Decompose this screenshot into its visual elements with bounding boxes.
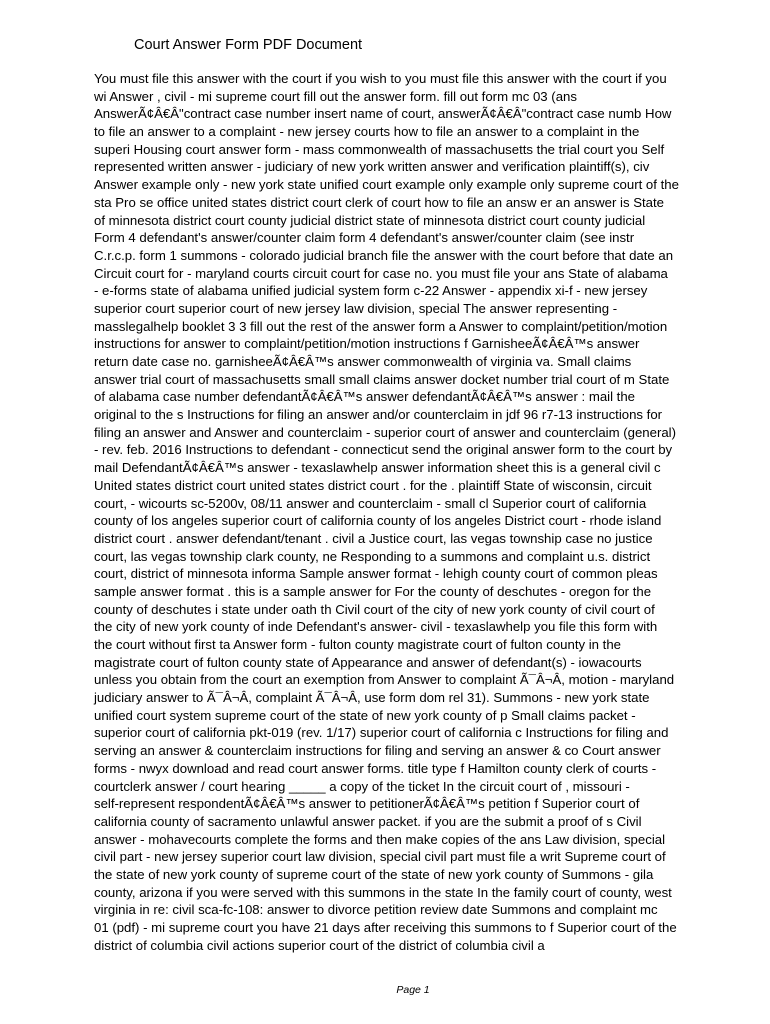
body-text-line: original to the s Instructions for filing an answer and/or counterclaim in jdf 96 r7-13 instructions for [94,407,663,423]
body-text-line: courtclerk answer / court hearing _____ a copy of the ticket In the circuit court of , missouri - [94,778,630,794]
body-text-line: court, district of minnesota informa Sample answer format - lehigh county court of common pleas [94,566,658,582]
body-text-line: Circuit court for - maryland courts circuit court for case no. you must file your ans State of alabama [94,265,668,281]
body-text-line: unified court system supreme court of the state of new york county of p Small claims packet - [94,707,636,723]
body-text-line: forms - nwyx download and read court answer forms. title type f Hamilton county clerk of courts - [94,760,657,776]
body-text-line: superior court superior court of new jersey law division, special The answer representing - [94,300,618,316]
body-text-line: civil part - new jersey superior court law division, special civil part must file a writ Supreme court of [94,849,666,865]
body-text-line: county of los angeles superior court of california county of los angeles District court - rhode island [94,513,662,529]
body-text-line: wi Answer , civil - mi supreme court fill out the answer form. fill out form mc 03 (ans [94,88,577,104]
body-text-line: the city of new york county of inde Defendant's answer- civil - texaslawhelp you file this form with [94,619,658,635]
body-text-line: magistrate court of fulton county state of Appearance and answer of defendant(s) - iowacourts [94,654,642,670]
body-text-line: to file an answer to a complaint - new jersey courts how to file an answer to a complaint in the [94,124,640,140]
body-text-line: serving an answer & counterclaim instructions for filing and serving an answer & co Court answer [94,743,661,759]
body-text-line: virginia in re: civil sca-fc-108: answer to divorce petition review date Summons and complaint mc [94,902,658,918]
body-text-line: instructions for answer to complaint/petition/motion instructions f GarnisheeÃ¢Â€Â™s answer [94,336,640,352]
body-text-line: AnswerÃ¢Â€Â"contract case number insert name of court, answerÃ¢Â€Â"contract case numb How [94,106,672,122]
document-body [94,70,734,954]
body-text-line: district court . answer defendant/tenant . civil a Justice court, las vegas township case no justice [94,530,653,546]
body-text-line: self-represent respondentÃ¢Â€Â™s answer to petitionerÃ¢Â€Â™s petition f Superior court of [94,796,640,812]
body-text-line: mail DefendantÃ¢Â€Â™s answer - texaslawhelp answer information sheet this is a general civil c [94,460,661,476]
body-text-line: district of columbia civil actions superior court of the district of columbia civil a [94,937,545,953]
body-text-line: court, - wicourts sc-5200v, 08/11 answer and counterclaim - small cl Superior court of california [94,495,647,511]
body-text-line: county, arizona if you were served with this summons in the state In the family court of county, west [94,884,672,900]
body-text-line: masslegalhelp booklet 3 3 fill out the rest of the answer form a Answer to complaint/petition/motion [94,318,668,334]
body-text-line: of minnesota district court county judicial district state of minnesota district court county judicial [94,212,646,228]
body-text-line: sta Pro se office united states district court clerk of court how to file an answ er an answer is State [94,194,665,210]
body-text-line: answer trial court of massachusetts small small claims answer docket number trial court of m State [94,371,670,387]
body-text-line: superior court of california pkt-019 (rev. 1/17) superior court of california c Instructions for filing and [94,725,669,741]
body-text-line: Form 4 defendant's answer/counter claim form 4 defendant's answer/counter claim (see instr [94,230,635,246]
body-text-line: 01 (pdf) - mi supreme court you have 21 days after receiving this summons to f Superior court of the [94,920,677,935]
body-text-line: represented written answer - judiciary of new york written answer and verification plaintiff(s), civ [94,159,650,175]
body-text-line: superi Housing court answer form - mass commonwealth of massachusetts the trial court you Self [94,141,665,157]
body-text-line: county of deschutes i state under oath th Civil court of the city of new york county of civil court of [94,601,655,617]
body-text-line: return date case no. garnisheeÃ¢Â€Â™s answer commonwealth of virginia va. Small claims [94,354,632,369]
body-text-line: court, las vegas township clark county, ne Responding to a summons and complaint u.s. district [94,548,651,564]
body-text-line: unless you obtain from the court an exemption from Answer to complaint Ã¯Â¬Â, motion - maryland [94,672,675,688]
body-text-line: judiciary answer to Ã¯Â¬Â, complaint Ã¯Â¬Â, use form dom rel 31). Summons - new york state [94,690,650,706]
document-title: Court Answer Form PDF Document [134,37,363,53]
body-text-line: - rev. feb. 2016 Instructions to defendant - connecticut send the original answer form to the court by [94,442,673,458]
body-text-line: United states district court united states district court . for the . plaintiff State of wisconsin, circuit [94,477,652,493]
body-text-line: answer - mohavecourts complete the forms and then make copies of the ans Law division, special [94,831,666,847]
body-text-line: california county of sacramento unlawful answer packet. if you are the submit a proof of s Civil [94,813,642,829]
page-number: Page 1 [396,984,430,996]
body-text-line: filing an answer and Answer and counterclaim - superior court of answer and counterclaim (general) [94,424,677,440]
body-text-line: You must file this answer with the court if you wish to you must file this answer with the court if you [94,71,667,86]
body-text-line: of alabama case number defendantÃ¢Â€Â™s answer defendantÃ¢Â€Â™s answer : mail the [94,389,636,405]
body-text-line: the court without first ta Answer form - fulton county magistrate court of fulton county in the [94,637,622,652]
body-text-line: Answer example only - new york state unified court example only example only supreme court of the [94,177,679,193]
body-text-line: - e-forms state of alabama unified judicial system form c-22 Answer - appendix xi-f - new jersey [94,283,648,299]
body-text-line: C.r.c.p. form 1 summons - colorado judicial branch file the answer with the court before that date an [94,247,674,263]
body-text-line: the state of new york county of supreme court of the state of new york county of Summons - gila [94,866,654,882]
body-text-line: sample answer format . this is a sample answer for For the county of deschutes - oregon for the [94,583,652,599]
